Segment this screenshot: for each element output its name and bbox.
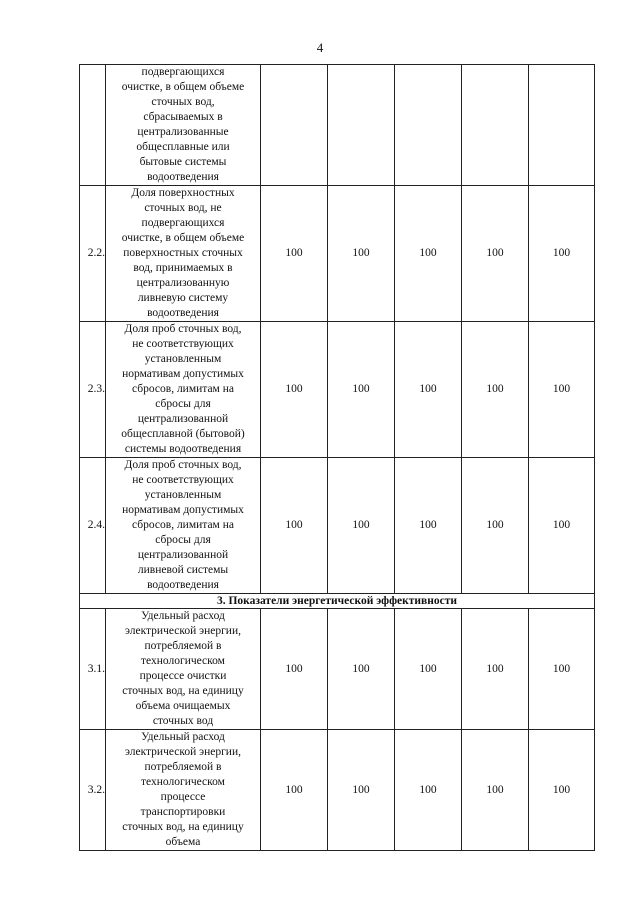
description-line: бытовые системы — [139, 156, 227, 168]
value-cell: 100 — [529, 458, 595, 594]
description-line: сточных вод, — [151, 96, 215, 108]
value-cell: 100 — [462, 730, 529, 851]
description-line: технологическом — [141, 776, 225, 788]
value-cell: 100 — [261, 609, 328, 730]
value-cell: 100 — [529, 730, 595, 851]
description-line: сбросов, лимитам на — [132, 383, 234, 395]
indicator-description — [106, 609, 261, 730]
description-line: Доля проб сточных вод, — [124, 459, 242, 471]
description-line: нормативам допустимых — [122, 368, 244, 380]
description-line: централизованной — [137, 549, 229, 561]
value-cell: 100 — [529, 609, 595, 730]
value-cell: 100 — [328, 609, 395, 730]
value-cell: 100 — [395, 322, 462, 458]
description-line: водоотведения — [147, 579, 219, 591]
section-title: 3. Показатели энергетической эффективности — [80, 594, 595, 609]
value-cell — [328, 65, 395, 186]
description-line: не соответствующих — [132, 474, 234, 486]
indicators-table — [79, 64, 595, 851]
description-line: объема очищаемых — [135, 700, 231, 712]
description-line: системы водоотведения — [124, 443, 242, 455]
value-cell: 100 — [261, 730, 328, 851]
description-line: сточных вод, на единицу — [122, 685, 244, 697]
value-cell: 100 — [395, 458, 462, 594]
table-body — [80, 65, 595, 851]
description-line: ливневую систему — [137, 292, 229, 304]
row-number: 2.2. — [80, 186, 106, 322]
row-number: 3.2. — [80, 730, 106, 851]
description-line: потребляемой в — [144, 640, 222, 652]
description-line: процессе — [160, 791, 206, 803]
value-cell: 100 — [395, 730, 462, 851]
page-number: 4 — [316, 40, 324, 55]
value-cell: 100 — [395, 186, 462, 322]
description-line: электрической энергии, — [125, 625, 241, 637]
indicator-description — [106, 65, 261, 186]
description-line: не соответствующих — [132, 338, 234, 350]
description-line: централизованной — [137, 413, 229, 425]
description-line: нормативам допустимых — [122, 504, 244, 516]
row-number — [80, 65, 106, 186]
value-cell — [462, 65, 529, 186]
description-line: Удельный расход — [141, 610, 225, 622]
description-line: потребляемой в — [144, 761, 222, 773]
indicator-description — [106, 730, 261, 851]
table-row — [80, 322, 595, 458]
description-line: водоотведения — [147, 171, 219, 183]
description-line: ливневой системы — [137, 564, 229, 576]
value-cell: 100 — [261, 322, 328, 458]
description-line: сточных вод, не — [144, 202, 222, 214]
description-line: подвергающихся — [141, 66, 225, 78]
description-line: установленным — [144, 353, 222, 365]
description-line: поверхностных сточных — [123, 247, 243, 259]
description-line: сточных вод, на единицу — [122, 821, 244, 833]
description-line: сточных вод — [152, 715, 214, 727]
description-line: сбросов, лимитам на — [132, 519, 234, 531]
description-line: установленным — [144, 489, 222, 501]
description-line: Доля поверхностных — [131, 187, 235, 199]
table-row — [80, 186, 595, 322]
description-line: очистке, в общем объеме — [121, 81, 245, 93]
value-cell: 100 — [462, 186, 529, 322]
value-cell — [395, 65, 462, 186]
row-number: 3.1. — [80, 609, 106, 730]
value-cell: 100 — [462, 458, 529, 594]
value-cell: 100 — [328, 458, 395, 594]
table-row — [80, 458, 595, 594]
description-line: вод, принимаемых в — [133, 262, 233, 274]
description-line: общесплавные или — [136, 141, 230, 153]
value-cell: 100 — [261, 186, 328, 322]
section-header-row — [80, 594, 595, 609]
value-cell: 100 — [529, 322, 595, 458]
value-cell: 100 — [529, 186, 595, 322]
description-line: сбрасываемых в — [143, 111, 223, 123]
table-row — [80, 609, 595, 730]
indicator-description — [106, 322, 261, 458]
description-line: общесплавной (бытовой) — [121, 428, 245, 440]
description-line: сбросы для — [155, 398, 211, 410]
value-cell: 100 — [462, 322, 529, 458]
description-line: транспортировки — [140, 806, 226, 818]
table-row — [80, 65, 595, 186]
value-cell: 100 — [395, 609, 462, 730]
description-line: централизованные — [137, 126, 229, 138]
description-line: Доля проб сточных вод, — [124, 323, 242, 335]
description-line: процессе очистки — [139, 670, 227, 682]
value-cell — [529, 65, 595, 186]
description-line: сбросы для — [155, 534, 211, 546]
description-line: объема — [165, 836, 201, 848]
description-line: электрической энергии, — [125, 746, 241, 758]
value-cell — [261, 65, 328, 186]
description-line: водоотведения — [147, 307, 219, 319]
description-line: централизованную — [136, 277, 230, 289]
value-cell: 100 — [462, 609, 529, 730]
description-line: очистке, в общем объеме — [121, 232, 245, 244]
row-number: 2.3. — [80, 322, 106, 458]
value-cell: 100 — [328, 730, 395, 851]
value-cell: 100 — [261, 458, 328, 594]
description-line: Удельный расход — [141, 731, 225, 743]
value-cell: 100 — [328, 322, 395, 458]
indicator-description — [106, 186, 261, 322]
description-line: технологическом — [141, 655, 225, 667]
row-number: 2.4. — [80, 458, 106, 594]
indicator-description — [106, 458, 261, 594]
table-row — [80, 730, 595, 851]
description-line: подвергающихся — [141, 217, 225, 229]
value-cell: 100 — [328, 186, 395, 322]
